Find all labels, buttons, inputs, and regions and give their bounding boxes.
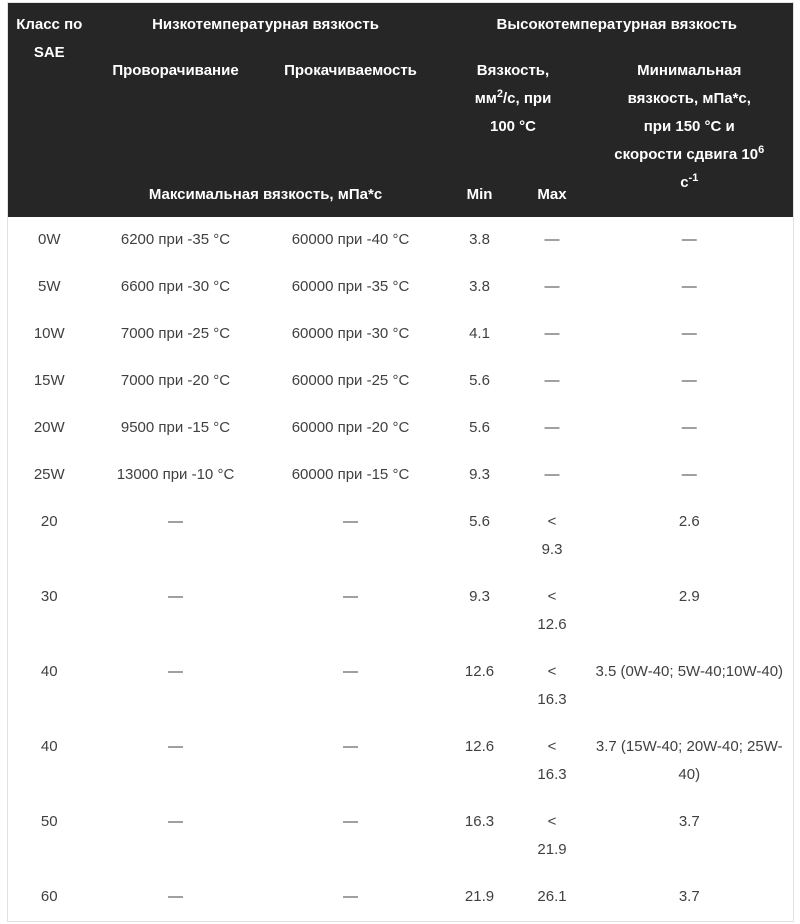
table-row	[8, 649, 794, 724]
min-viscosity-150-cell: 2.6	[586, 499, 794, 574]
pumping-cell: —	[261, 574, 441, 649]
cranking-cell: 7000 при -20 °C	[91, 358, 261, 405]
max-cell: —	[519, 358, 586, 405]
cranking-cell: —	[91, 724, 261, 799]
table-row	[8, 799, 794, 874]
min-viscosity-150-cell: —	[586, 217, 794, 264]
header-high-temp-group: Высокотемпературная вязкость	[441, 3, 794, 49]
pumping-cell: —	[261, 649, 441, 724]
max-cell: —	[519, 405, 586, 452]
sae-class-cell: 30	[8, 574, 91, 649]
pumping-cell: —	[261, 499, 441, 574]
header-cranking: Проворачивание	[91, 49, 261, 173]
header-viscosity-100c	[441, 49, 586, 173]
viscosity-100c-line1: Вязкость,	[476, 61, 550, 79]
viscosity-100c-line3: 100 °C	[489, 117, 537, 135]
viscosity-100c-unit-rest: /с, при	[503, 89, 552, 107]
min-viscosity-150-cell: 3.7 (15W-40; 20W-40; 25W-40)	[586, 724, 794, 799]
sae-class-cell: 20	[8, 499, 91, 574]
header-max: Max	[519, 173, 586, 217]
cranking-cell: 7000 при -25 °C	[91, 311, 261, 358]
min-cell: 12.6	[441, 649, 519, 724]
min-cell: 12.6	[441, 724, 519, 799]
cranking-cell: 6200 при -35 °C	[91, 217, 261, 264]
viscosity-100c-unit-base: мм	[474, 89, 497, 107]
sae-class-cell: 10W	[8, 311, 91, 358]
min-viscosity-150-cell: —	[586, 311, 794, 358]
cranking-cell: —	[91, 799, 261, 874]
pumping-cell: 60000 при -25 °C	[261, 358, 441, 405]
min-cell: 9.3	[441, 452, 519, 499]
max-cell: < 9.3	[519, 499, 586, 574]
table-body	[8, 217, 794, 922]
table-row	[8, 574, 794, 649]
table-row	[8, 264, 794, 311]
min-viscosity-150c-line3: при 150 °C и	[643, 117, 735, 135]
table-row	[8, 499, 794, 574]
min-cell: 5.6	[441, 358, 519, 405]
min-viscosity-150c-line2: вязкость, мПа*с,	[627, 89, 751, 107]
min-viscosity-150-cell: —	[586, 452, 794, 499]
sae-class-cell: 60	[8, 874, 91, 922]
header-pumping: Прокачиваемость	[261, 49, 441, 173]
max-cell: —	[519, 311, 586, 358]
min-viscosity-150c-line5	[590, 169, 790, 197]
sae-class-cell: 5W	[8, 264, 91, 311]
min-viscosity-150-cell: 3.5 (0W-40; 5W-40;10W-40)	[586, 649, 794, 724]
shear-rate-superscript: 6	[758, 143, 765, 156]
sae-class-cell: 40	[8, 649, 91, 724]
sae-viscosity-table	[7, 2, 794, 922]
pumping-cell: 60000 при -20 °C	[261, 405, 441, 452]
sae-class-cell: 0W	[8, 217, 91, 264]
max-cell: —	[519, 452, 586, 499]
sae-class-cell: 40	[8, 724, 91, 799]
cranking-cell: —	[91, 649, 261, 724]
viscosity-100c-line2	[445, 85, 582, 113]
per-second-base: с	[680, 173, 689, 191]
min-viscosity-150c-line4	[590, 141, 790, 169]
min-cell: 5.6	[441, 405, 519, 452]
max-cell: < 21.9	[519, 799, 586, 874]
cranking-cell: 9500 при -15 °C	[91, 405, 261, 452]
max-cell: 26.1	[519, 874, 586, 922]
min-cell: 3.8	[441, 217, 519, 264]
header-max-viscosity: Максимальная вязкость, мПа*с	[91, 173, 441, 217]
per-second-superscript: -1	[688, 171, 699, 184]
min-viscosity-150-cell: 3.7	[586, 874, 794, 922]
sae-class-cell: 20W	[8, 405, 91, 452]
viscosity-100c-superscript: 2	[496, 87, 504, 100]
min-cell: 5.6	[441, 499, 519, 574]
min-viscosity-150-cell: 2.9	[586, 574, 794, 649]
header-min: Min	[441, 173, 519, 217]
header-low-temp-group: Низкотемпературная вязкость	[91, 3, 441, 49]
cranking-cell: —	[91, 499, 261, 574]
table-row	[8, 358, 794, 405]
pumping-cell: —	[261, 799, 441, 874]
max-cell: < 12.6	[519, 574, 586, 649]
min-viscosity-150-cell: —	[586, 264, 794, 311]
table-row	[8, 405, 794, 452]
header-min-viscosity-150c	[586, 49, 794, 217]
table-row	[8, 724, 794, 799]
max-cell: < 16.3	[519, 649, 586, 724]
pumping-cell: —	[261, 874, 441, 922]
sae-class-cell: 25W	[8, 452, 91, 499]
sae-class-cell: 15W	[8, 358, 91, 405]
min-cell: 4.1	[441, 311, 519, 358]
min-viscosity-150c-line1: Минимальная	[637, 61, 742, 79]
max-cell: —	[519, 217, 586, 264]
min-viscosity-150-cell: 3.7	[586, 799, 794, 874]
table-header	[8, 3, 794, 217]
max-cell: —	[519, 264, 586, 311]
min-cell: 9.3	[441, 574, 519, 649]
min-cell: 21.9	[441, 874, 519, 922]
min-cell: 16.3	[441, 799, 519, 874]
cranking-cell: —	[91, 574, 261, 649]
header-row-groups	[8, 3, 794, 49]
shear-rate-base: скорости сдвига 10	[614, 145, 759, 163]
pumping-cell: 60000 при -35 °C	[261, 264, 441, 311]
header-row-columns	[8, 49, 794, 173]
cranking-cell: —	[91, 874, 261, 922]
pumping-cell: 60000 при -15 °C	[261, 452, 441, 499]
table-row	[8, 874, 794, 922]
sae-class-cell: 50	[8, 799, 91, 874]
max-cell: < 16.3	[519, 724, 586, 799]
table-row	[8, 311, 794, 358]
cranking-cell: 13000 при -10 °C	[91, 452, 261, 499]
min-cell: 3.8	[441, 264, 519, 311]
table-row	[8, 452, 794, 499]
min-viscosity-150-cell: —	[586, 405, 794, 452]
pumping-cell: 60000 при -40 °C	[261, 217, 441, 264]
pumping-cell: —	[261, 724, 441, 799]
min-viscosity-150-cell: —	[586, 358, 794, 405]
header-sae-class: Класс по SAE	[8, 3, 91, 217]
cranking-cell: 6600 при -30 °C	[91, 264, 261, 311]
pumping-cell: 60000 при -30 °C	[261, 311, 441, 358]
table-row	[8, 217, 794, 264]
